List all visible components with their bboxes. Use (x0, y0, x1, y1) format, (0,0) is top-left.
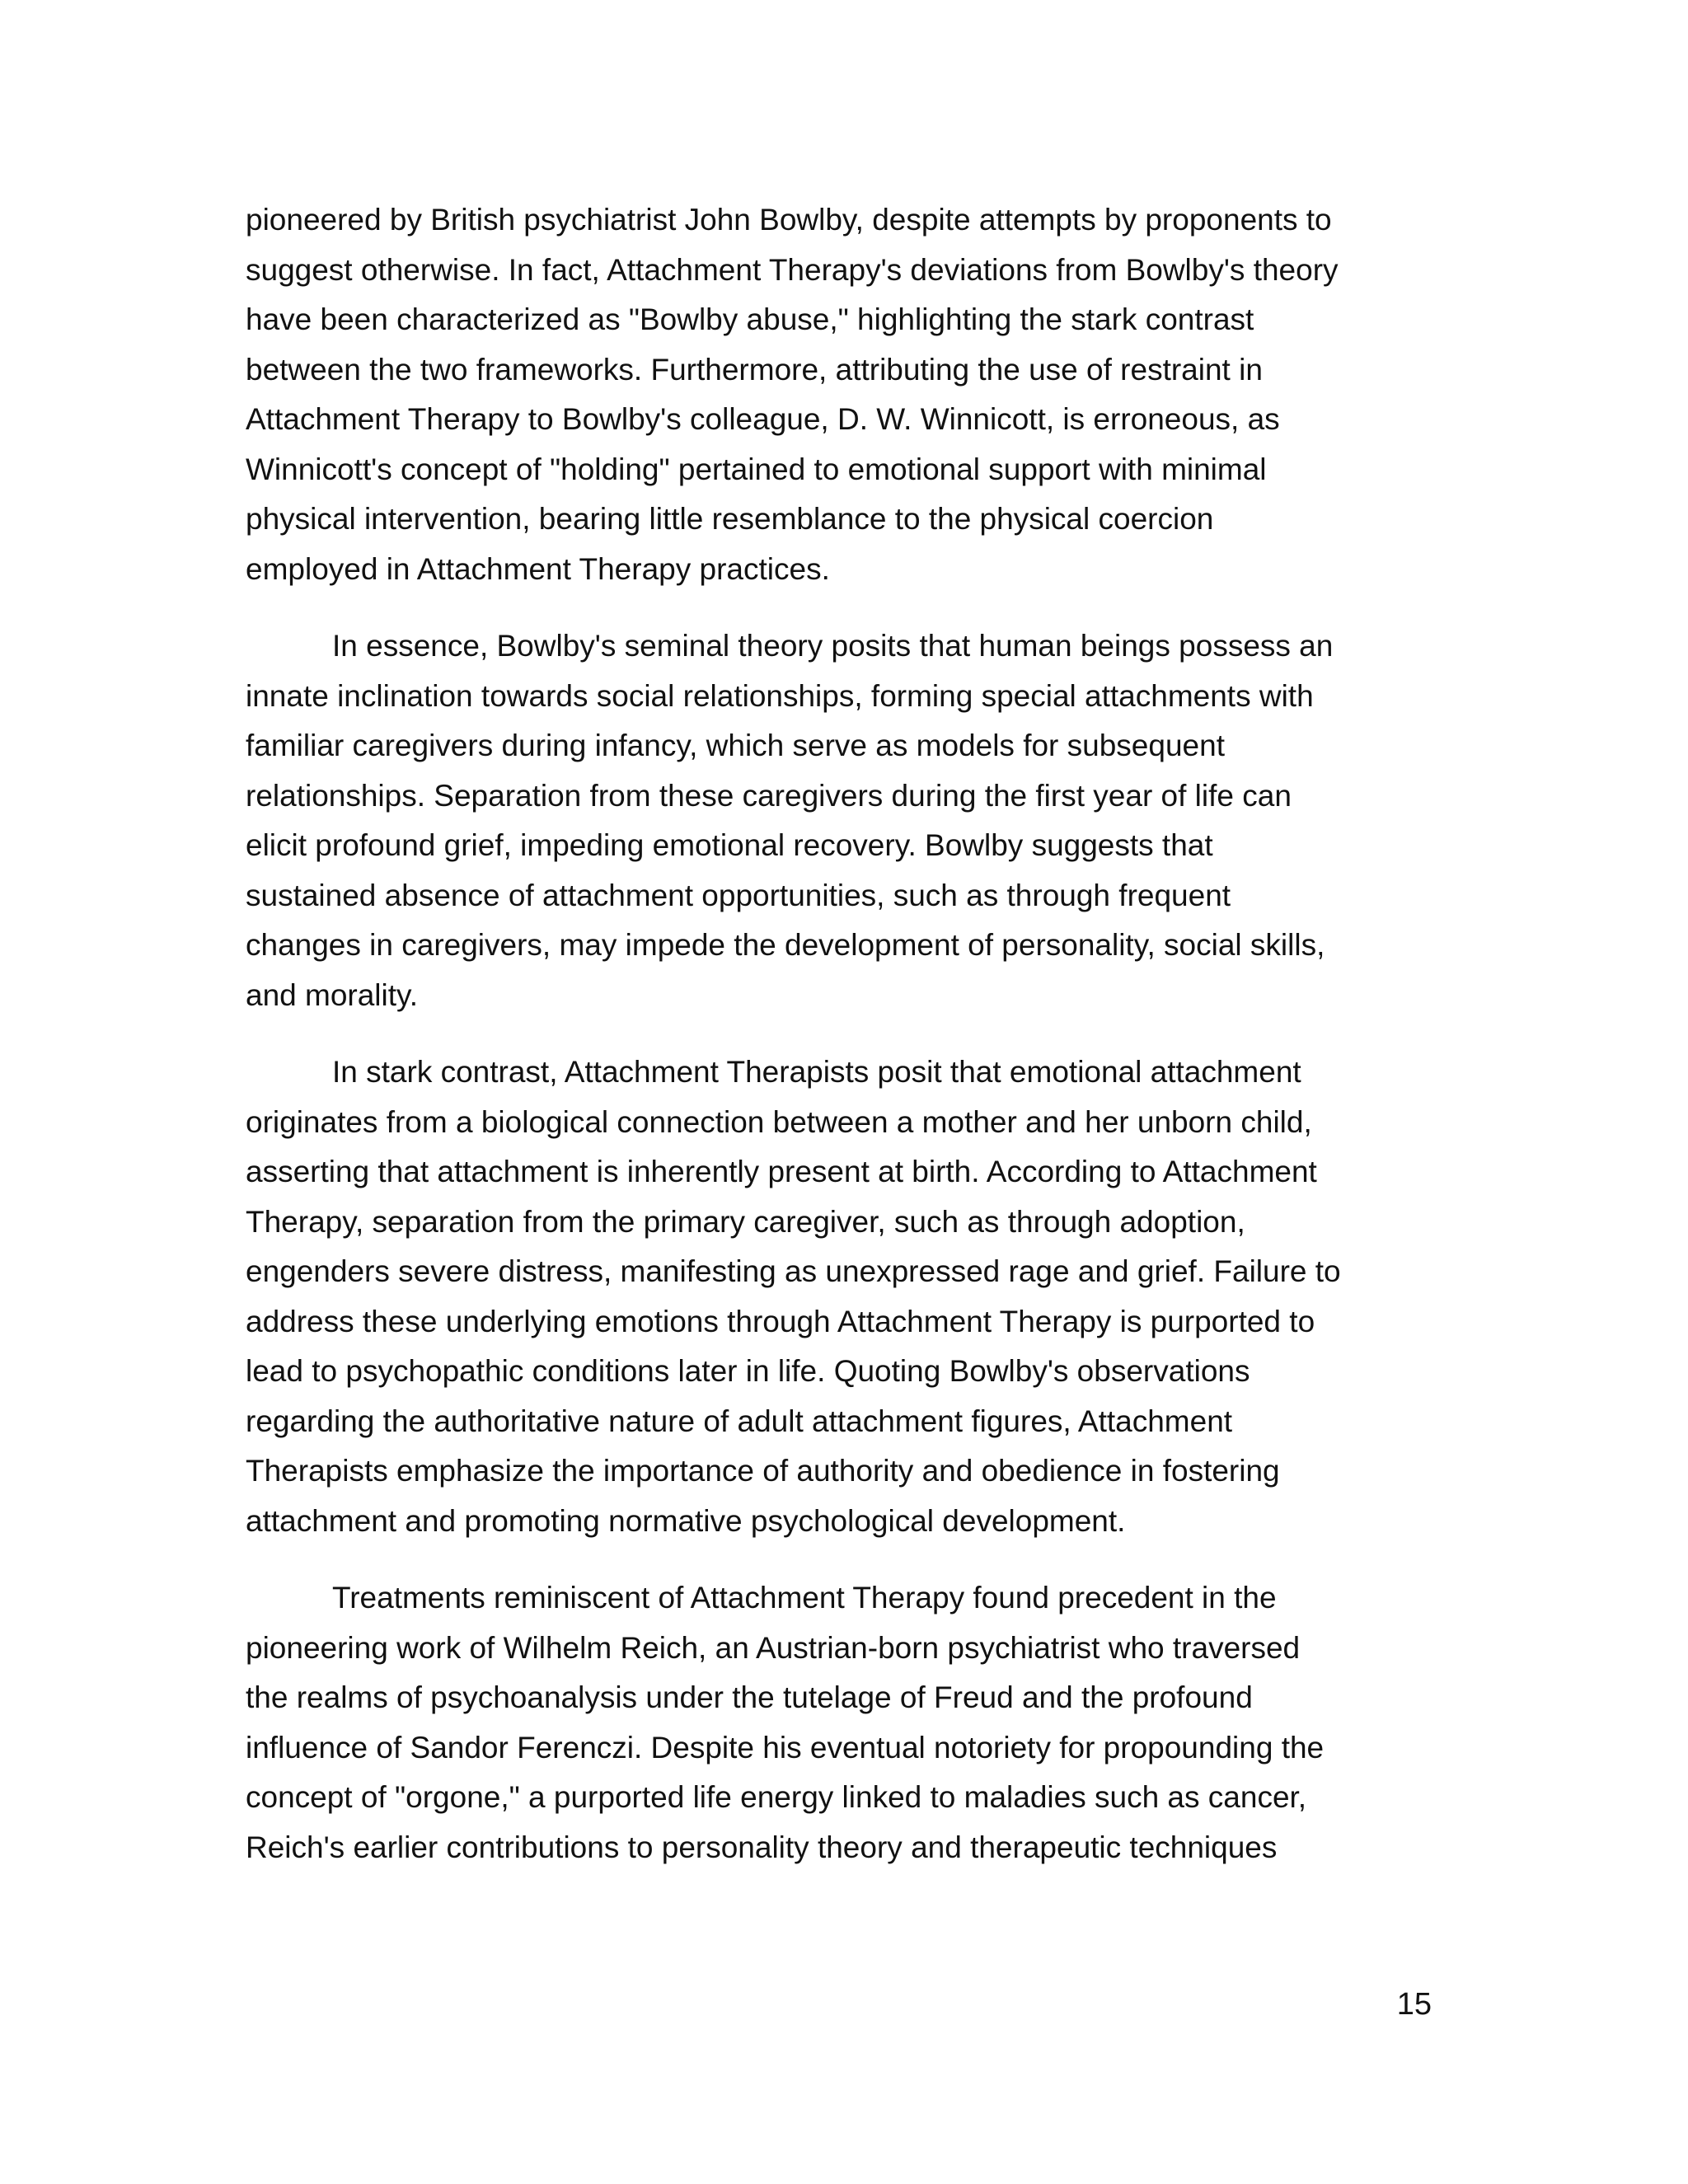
text-line: pioneering work of Wilhelm Reich, an Austrian-born psychiatrist who traversed (246, 1630, 1301, 1665)
text-line: suggest otherwise. In fact, Attachment Therapy's deviations from Bowlby's theory (246, 252, 1339, 287)
paragraph-4 (246, 1573, 1432, 1872)
text-line: concept of "orgone," a purported life energy linked to maladies such as cancer, (246, 1780, 1307, 1814)
text-line: innate inclination towards social relationships, forming special attachments with (246, 678, 1314, 713)
text-line: the realms of psychoanalysis under the tutelage of Freud and the profound (246, 1680, 1253, 1714)
text-line: pioneered by British psychiatrist John Bowlby, despite attempts by proponents to (246, 203, 1332, 237)
text-line: relationships. Separation from these caregivers during the first year of life can (246, 778, 1292, 813)
text-line: influence of Sandor Ferenczi. Despite his eventual notoriety for propounding the (246, 1730, 1325, 1765)
text-line: Attachment Therapy to Bowlby's colleague, D. W. Winnicott, is erroneous, as (246, 402, 1280, 436)
body-text (246, 195, 1432, 1900)
text-line: originates from a biological connection between a mother and her unborn child, (246, 1104, 1312, 1139)
text-line: Winnicott's concept of "holding" pertained to emotional support with minimal (246, 452, 1267, 486)
text-line: address these underlying emotions through Attachment Therapy is purported to (246, 1304, 1315, 1338)
text-line: Therapy, separation from the primary caregiver, such as through adoption, (246, 1204, 1245, 1239)
text-line: attachment and promoting normative psychological development. (246, 1503, 1126, 1538)
text-line: Reich's earlier contributions to personality theory and therapeutic techniques (246, 1830, 1278, 1864)
text-line: have been characterized as "Bowlby abuse," highlighting the stark contrast (246, 302, 1254, 336)
paragraph-3 (246, 1047, 1432, 1546)
text-line: employed in Attachment Therapy practices. (246, 551, 830, 586)
text-line: regarding the authoritative nature of adult attachment figures, Attachment (246, 1404, 1233, 1438)
text-line: physical intervention, bearing little resemblance to the physical coercion (246, 502, 1214, 536)
text-line: lead to psychopathic conditions later in life. Quoting Bowlby's observations (246, 1354, 1250, 1388)
text-line: elicit profound grief, impeding emotional recovery. Bowlby suggests that (246, 828, 1213, 862)
text-line: In essence, Bowlby's seminal theory posits that human beings possess an (332, 629, 1334, 663)
page-number: 15 (1396, 1987, 1432, 2022)
text-line: Treatments reminiscent of Attachment Therapy found precedent in the (332, 1581, 1277, 1615)
text-line: Therapists emphasize the importance of authority and obedience in fostering (246, 1454, 1280, 1488)
text-line: familiar caregivers during infancy, which serve as models for subsequent (246, 729, 1225, 762)
paragraph-2 (246, 621, 1432, 1020)
text-line: between the two frameworks. Furthermore, attributing the use of restraint in (246, 352, 1263, 387)
text-line: engenders severe distress, manifesting as unexpressed rage and grief. Failure to (246, 1254, 1341, 1288)
text-line: asserting that attachment is inherently present at birth. According to Attachment (246, 1155, 1317, 1188)
paragraph-1 (246, 195, 1432, 594)
text-line: changes in caregivers, may impede the development of personality, social skills, (246, 928, 1325, 962)
text-line: sustained absence of attachment opportunities, such as through frequent (246, 878, 1231, 912)
text-line: and morality. (246, 977, 419, 1012)
text-line: In stark contrast, Attachment Therapists posit that emotional attachment (332, 1055, 1301, 1089)
